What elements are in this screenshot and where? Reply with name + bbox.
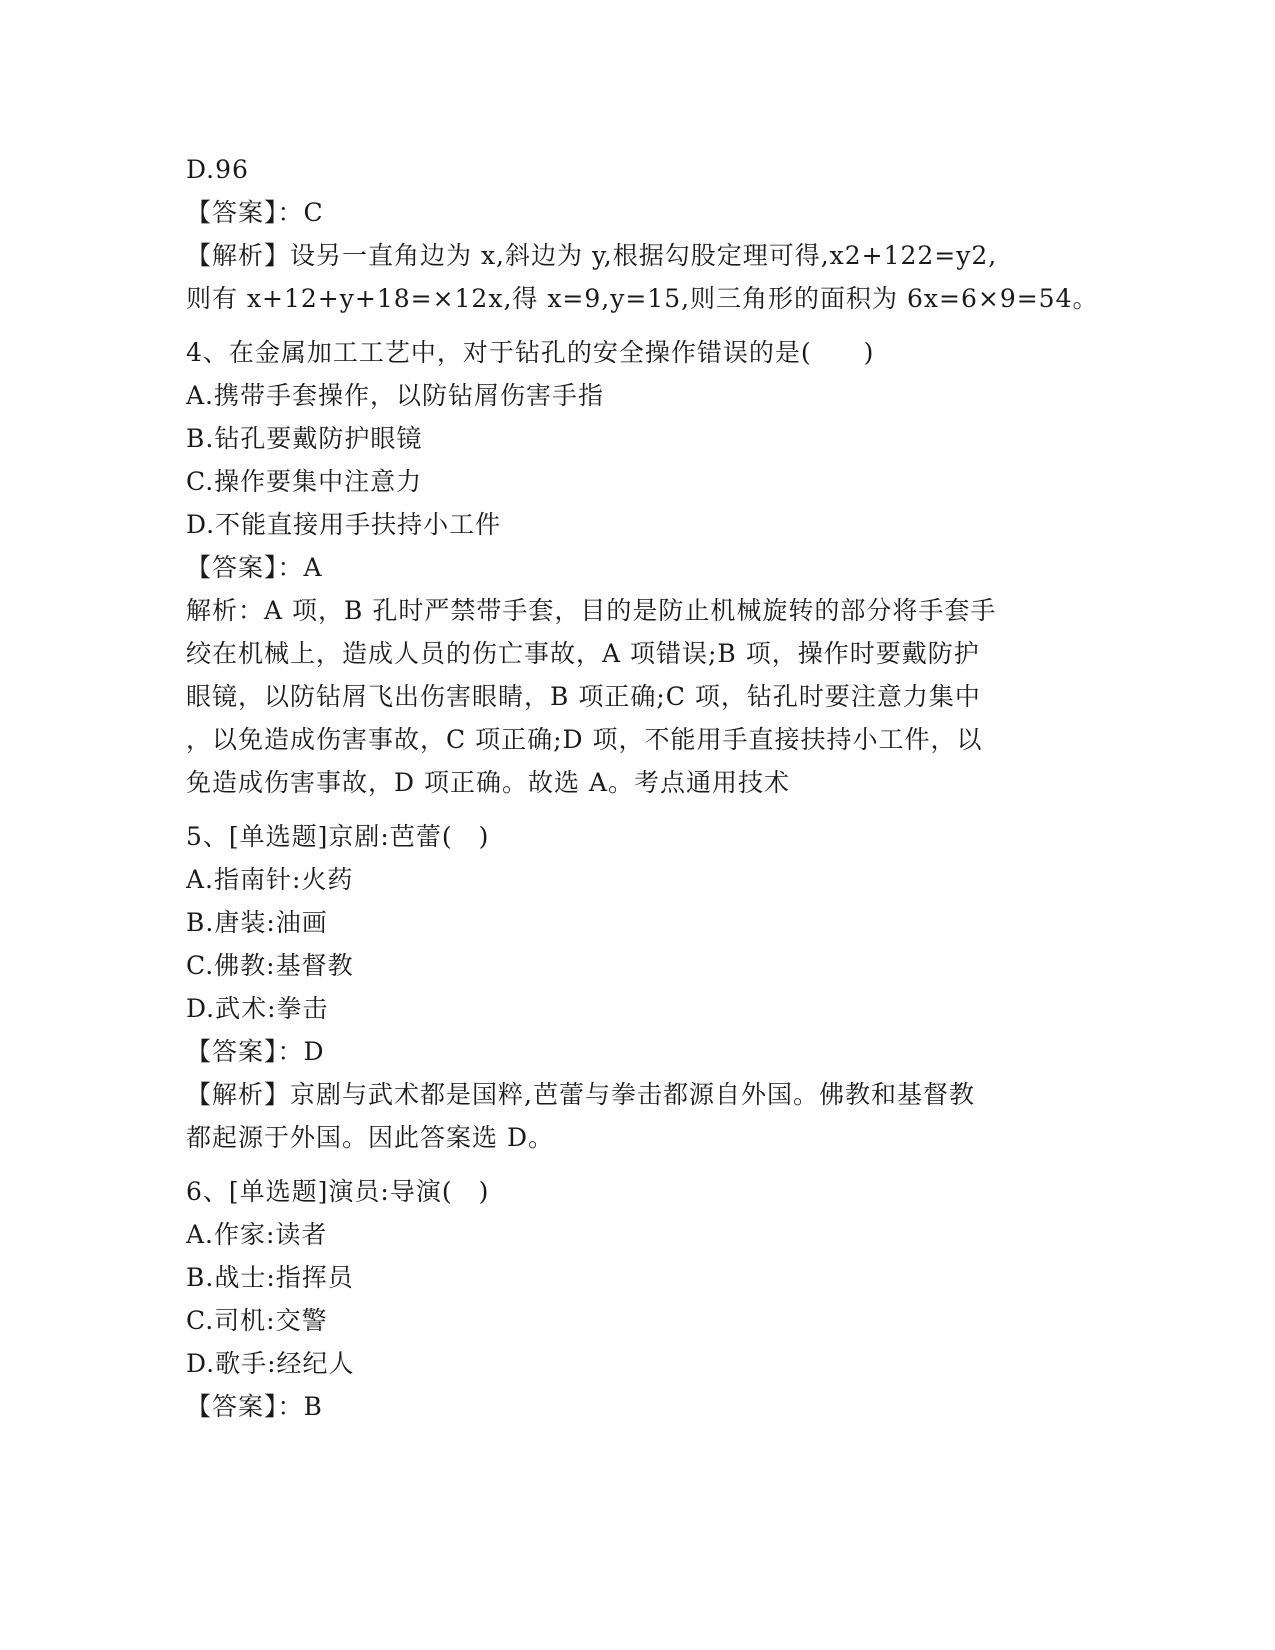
q6-option-b: B.战士:指挥员 bbox=[186, 1263, 354, 1292]
q4-option-d: D.不能直接用手扶持小工件 bbox=[186, 510, 502, 539]
q4-option-b: B.钻孔要戴防护眼镜 bbox=[186, 424, 423, 453]
q5-option-c: C.佛教:基督教 bbox=[186, 951, 354, 980]
q6-question: 6、[单选题]演员:导演( ) bbox=[186, 1177, 490, 1206]
q3-option-d: D.96 bbox=[186, 155, 249, 184]
q4-answer: 【答案】：A bbox=[186, 553, 323, 582]
q4-question: 4、在金属加工工艺中，对于钻孔的安全操作错误的是( ) bbox=[186, 338, 875, 367]
q4-analysis-line: 眼镜，以防钻屑飞出伤害眼睛，B 项正确;C 项，钻孔时要注意力集中 bbox=[186, 682, 981, 711]
q4-analysis-line: 解析：A 项，B 孔时严禁带手套，目的是防止机械旋转的部分将手套手 bbox=[186, 596, 997, 625]
q4-option-c: C.操作要集中注意力 bbox=[186, 467, 423, 496]
q5-option-b: B.唐装:油画 bbox=[186, 908, 328, 937]
q3-analysis-line: 【解析】设另一直角边为 x,斜边为 y,根据勾股定理可得,x2+122=y2, bbox=[186, 241, 998, 270]
q3-answer: 【答案】：C bbox=[186, 198, 324, 227]
q5-option-d: D.武术:拳击 bbox=[186, 994, 329, 1023]
q4-option-a: A.携带手套操作，以防钻屑伤害手指 bbox=[186, 381, 605, 410]
q6-option-c: C.司机:交警 bbox=[186, 1306, 328, 1335]
q5-question: 5、[单选题]京剧:芭蕾( ) bbox=[186, 822, 490, 851]
q6-answer: 【答案】：B bbox=[186, 1392, 323, 1421]
q6-option-d: D.歌手:经纪人 bbox=[186, 1349, 355, 1378]
q4-analysis-line: 绞在机械上，造成人员的伤亡事故，A 项错误;B 项，操作时要戴防护 bbox=[186, 639, 980, 668]
q5-option-a: A.指南针:火药 bbox=[186, 865, 354, 894]
q5-analysis-line: 【解析】京剧与武术都是国粹,芭蕾与拳击都源自外国。佛教和基督教 bbox=[186, 1080, 975, 1109]
document-page bbox=[186, 148, 1099, 1428]
q6-option-a: A.作家:读者 bbox=[186, 1220, 328, 1249]
q4-analysis-line: ，以免造成伤害事故，C 项正确;D 项，不能用手直接扶持小工件，以 bbox=[186, 725, 983, 754]
q5-analysis bbox=[186, 1073, 1086, 1159]
q5-analysis-line: 都起源于外国。因此答案选 D。 bbox=[186, 1123, 554, 1152]
q3-analysis-line: 则有 x+12+y+18=×12x,得 x=9,y=15,则三角形的面积为 6x=6×9=54。 bbox=[186, 284, 1099, 313]
q5-answer: 【答案】：D bbox=[186, 1037, 325, 1066]
q3-analysis bbox=[186, 234, 1099, 320]
q4-analysis bbox=[186, 589, 1086, 804]
q4-analysis-line: 免造成伤害事故，D 项正确。故选 A。考点通用技术 bbox=[186, 768, 790, 797]
